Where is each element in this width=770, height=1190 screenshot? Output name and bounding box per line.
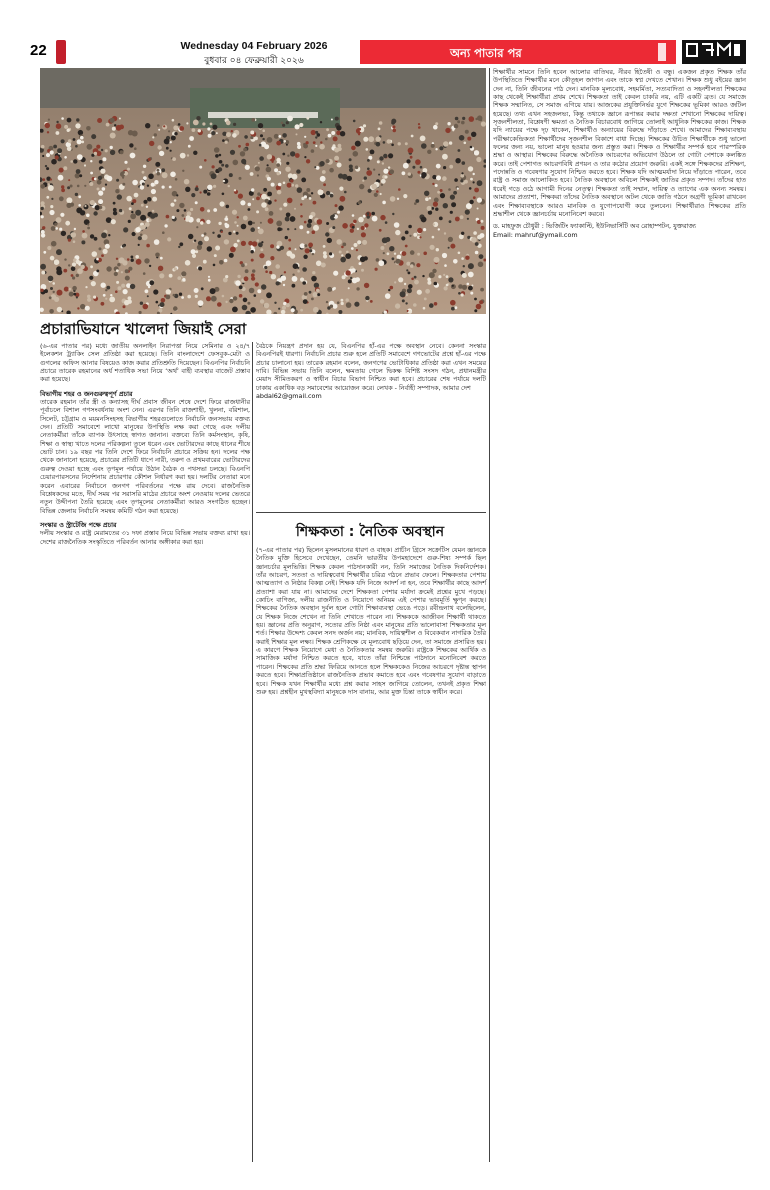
article2-headline: শিক্ষকতা : নৈতিক অবস্থান <box>295 524 445 540</box>
page-number: 22 <box>30 42 47 59</box>
section-banner <box>360 40 676 64</box>
article1-intro <box>40 342 250 546</box>
column-divider-right <box>489 68 490 1162</box>
article-separator <box>256 512 486 513</box>
logo-mark <box>684 40 744 60</box>
crowd-image <box>40 68 486 314</box>
article1-email: abdal62@gmail.com <box>256 392 322 401</box>
section-title: অন্য পাতার পর <box>450 46 522 60</box>
article1-body-3: বৈঠকে নিয়ন্ত্রণ প্রদান হয় যে, বিএনপির হাঁ-এর পক্ষে অবস্থান নেবে। কেননা সংস্কার বিএনপিরই ধারণা। নির্বাচনি প্রচার শুরু হলে প্রতিটি সমাবেশে গণভোটের প্রশ্নে হাঁ-এর পক্ষে প্রচার চালানো হয়। তারেক রহমান বলেন, জনগণের ভোটাধিকার প্রতিষ্ঠা করা এখন সময়ের দাবি। বিভিন্ন সভায় তিনি বলেন, ক্ষমতায় গেলে দ্বিকক্ষ বিশিষ্ট সংসদ গঠন, প্রধানমন্ত্রীর মেয়াদ সীমিতকরণ ও স্বাধীন বিচার বিভাগ নিশ্চিত করা হবে। প্রচারের শেষ পর্যায়ে দলটি ঢাকায় একাধিক বড় সমাবেশের আয়োজন করে। লেখক - নির্বাহী সম্পাদক, আমার দেশ <box>256 342 486 392</box>
article2-body-a: (৭-এর পাতার পর) ছিলেন মুসলমানের ধারণ ও বাহক। প্রাচীন গ্রিসে সক্রেটিস যেমন জ্ঞানকে নৈতিক মুক্তি হিসেবে দেখেছেন, তেমনি ভারতীয় উপমহাদেশে গুরু-শিষ্য সম্পর্ক ছিল জ্ঞানচর্চার মূলভিত্তি। শিক্ষক কেবল পাঠদানকারী নন, তিনি সমাজের নৈতিক দিকনির্দেশক। তাঁর আচরণ, সততা ও দায়িত্ববোধ শিক্ষার্থীর চরিত্র গঠনে প্রভাব ফেলে। শিক্ষকতার পেশায় আত্মত্যাগ ও নিষ্ঠার বিকল্প নেই। শিক্ষক যদি নিজে আদর্শ না হন, তবে শিক্ষার্থীর কাছে আদর্শ প্রত্যাশা করা যায় না। আমাদের দেশে শিক্ষকতা পেশার মর্যাদা ক্রমেই প্রশ্নের মুখে পড়ছে। কোচিং বাণিজ্য, দলীয় রাজনীতি ও নিয়োগে অনিয়ম এই পেশার ভাবমূর্তি ক্ষুণ্ন করছে। শিক্ষকের নৈতিক অবস্থান দুর্বল হলে গোটা শিক্ষাব্যবস্থা ভেঙে পড়ে। রবীন্দ্রনাথ বলেছিলেন, যে শিক্ষক নিজে শেখেন না তিনি শেখাতে পারেন না। শিক্ষককে আজীবন শিক্ষার্থী থাকতে হয়। জ্ঞানের প্রতি অনুরাগ, সত্যের প্রতি নিষ্ঠা এবং মানুষের প্রতি ভালোবাসা শিক্ষকতার মূল শর্ত। শিক্ষার উদ্দেশ্য কেবল সনদ অর্জন নয়; মানবিক, দায়িত্বশীল ও বিবেকবান নাগরিক তৈরি করাই শিক্ষার মূল লক্ষ্য। শিক্ষক শ্রেণিকক্ষে যে মূল্যবোধ ছড়িয়ে দেন, তা সমাজে প্রসারিত হয়। এ কারণে শিক্ষক নিয়োগে মেধা ও নৈতিকতার সমন্বয় জরুরি। রাষ্ট্রকে শিক্ষকের আর্থিক ও সামাজিক মর্যাদা নিশ্চিত করতে হবে, যাতে তাঁরা নিশ্চিন্তে পাঠদানে মনোনিবেশ করতে পারেন। শিক্ষকের প্রতি শ্রদ্ধা ফিরিয়ে আনতে হলে শিক্ষককেও নিজের আচরণে দৃষ্টান্ত স্থাপন করতে হবে। শিক্ষাপ্রতিষ্ঠানে রাজনৈতিক প্রভাব কমাতে হবে এবং গবেষণার সুযোগ বাড়াতে হবে। শিক্ষক যখন শিক্ষার্থীর মধ্যে প্রশ্ন করার সাহস জাগিয়ে তোলেন, তখনই প্রকৃত শিক্ষা শুরু হয়। প্রশ্নহীন মুখস্থবিদ্যা মানুষকে দাস বানায়, আর মুক্ত চিন্তা তাকে স্বাধীন করে। <box>256 546 487 696</box>
article1-body-2: দলীয় সংস্কার ও রাষ্ট্র মেরামতের ৩১ দফা প্রস্তাব নিয়ে বিভিন্ন সভায় বক্তব্য রাখা হয়। দেশের রাজনৈতিক সংস্কৃতিতে পরিবর্তন আনার অঙ্গীকার করা হয়। <box>40 529 250 546</box>
date-bangla: বুধবার ০৪ ফেব্রুয়ারী ২০২৬ <box>204 56 304 66</box>
ornament-icon <box>658 43 666 61</box>
article1-subhead-2: সংস্কার ও স্ট্রাটেজি পক্ষে প্রচার <box>40 520 117 529</box>
issue-date <box>180 40 328 68</box>
article2-column-b <box>493 68 746 239</box>
article1-subhead-1: বিভাগীয় শহর ও জনগুরুত্বপূর্ণ প্রচার <box>40 389 133 398</box>
article1-headline: প্রচারাভিযানে খালেদা জিয়াই সেরা <box>40 320 247 338</box>
emblem-icon <box>56 40 66 64</box>
article2-column-a <box>256 546 486 696</box>
article2-body-b: শিক্ষার্থীর সামনে তিনি হবেন আলোর বাতিঘর, নীরব হিতৈষী ও বন্ধু। একজন প্রকৃত শিক্ষক তাঁর উপস্থিতিতে শিক্ষার্থীর মনে কৌতূহল জাগান এবং তাকে স্বপ্ন দেখতে শেখান। শিক্ষক শুধু বইয়ের জ্ঞান দেন না, তিনি জীবনের পাঠ দেন। মানবিক মূল্যবোধ, সহমর্মিতা, সত্যবাদিতা ও সহনশীলতা শিক্ষকের কাছ থেকেই শিক্ষার্থীরা প্রথম শেখে। শিক্ষকতা তাই কেবল চাকরি নয়, এটি একটি ব্রত। যে সমাজে শিক্ষক সম্মানিত, সে সমাজ এগিয়ে যায়। আজকের প্রযুক্তিনির্ভর যুগে শিক্ষকের ভূমিকা আরও জটিল হয়েছে। তথ্য এখন সহজলভ্য, কিন্তু তথ্যকে জ্ঞানে রূপান্তর করার দক্ষতা শেখানো শিক্ষকের দায়িত্ব। সৃজনশীলতা, বিশ্লেষণী ক্ষমতা ও নৈতিক বিচারবোধ জাগিয়ে তোলাই আধুনিক শিক্ষকের কাজ। শিক্ষক যদি ন্যায়ের পক্ষে দৃঢ় থাকেন, শিক্ষার্থীও অন্যায়ের বিরুদ্ধে দাঁড়াতে শেখে। আমাদের শিক্ষাব্যবস্থায় পরীক্ষাকেন্দ্রিকতা শিক্ষার্থীদের সৃজনশীল বিকাশে বাধা দিচ্ছে। শিক্ষকের উচিত শিক্ষার্থীকে শুধু ভালো ফলের জন্য নয়, ভালো মানুষ হওয়ার জন্য প্রস্তুত করা। শিক্ষক ও শিক্ষার্থীর সম্পর্ক হবে পারস্পরিক শ্রদ্ধা ও আস্থার। শিক্ষকের বিরুদ্ধে অনৈতিক আচরণের অভিযোগ উঠলে তা গোটা পেশাকে কলঙ্কিত করে। তাই পেশাগত আচরণবিধি প্রণয়ন ও তার কঠোর প্রয়োগ জরুরি। একই সঙ্গে শিক্ষকদের প্রশিক্ষণ, পদোন্নতি ও গবেষণার সুযোগ নিশ্চিত করতে হবে। শিক্ষক যদি আত্মমর্যাদা নিয়ে দাঁড়াতে পারেন, তবে রাষ্ট্র ও সমাজ আলোকিত হবে। নৈতিক অবস্থানে অবিচল শিক্ষকই জাতির প্রকৃত সম্পদ। তাঁদের হাত ধরেই গড়ে ওঠে আগামী দিনের নেতৃত্ব। শিক্ষকতা তাই সম্মান, দায়িত্ব ও ত্যাগের এক অনন্য সমন্বয়। আমাদের প্রত্যাশা, শিক্ষকরা তাঁদের নৈতিক অবস্থানে অটল থেকে জাতি গঠনে অগ্রণী ভূমিকা রাখবেন এবং শিক্ষাব্যবস্থাকে আরও মানবিক ও যুগোপযোগী করে তুলবেন। শিক্ষার্থীরাও শিক্ষকের প্রতি শ্রদ্ধাশীল থেকে জ্ঞানচর্চায় মনোনিবেশ করবে। <box>493 68 746 218</box>
page-header <box>30 40 746 68</box>
article1-body-1: তারেক রহমান তাঁর স্ত্রী ও কন্যাসহ দীর্ঘ প্রবাস জীবন শেষে দেশে ফিরে রাজধানীর পূর্বাচলে বিশাল গণসংবর্ধনায় অংশ নেন। এরপর তিনি রাজশাহী, খুলনা, বরিশাল, সিলেট, চট্টগ্রাম ও ময়মনসিংহসহ বিভাগীয় শহরগুলোতে নির্বাচনি জনসভায় বক্তব্য দেন। প্রতিটি সমাবেশে লাখো মানুষের উপস্থিতি লক্ষ করা গেছে এবং দলীয় নেতাকর্মীরা তাঁকে ব্যাপক উৎসাহে স্বাগত জানান। বক্তব্যে তিনি কর্মসংস্থান, কৃষি, শিক্ষা ও স্বাস্থ্য খাতে দলের পরিকল্পনা তুলে ধরেন এবং ভোটারদের কাছে ধানের শীষে ভোট চান। ১৯ বছর পর তিনি দেশে ফিরে নির্বাচনি প্রচারে সক্রিয় হন। দলের পক্ষ থেকে জানানো হয়েছে, প্রচারের প্রতিটি ধাপে নারী, তরুণ ও প্রথমবারের ভোটারদের গুরুত্ব দেওয়া হচ্ছে এবং তৃণমূল পর্যায়ে উঠান বৈঠক ও পথসভা চলছে। বিএনপি চেয়ারপারসনের নির্দেশনায় প্রচারণার কৌশল নির্ধারণ করা হয়। দলটির নেতারা মনে করেন এবারের নির্বাচনে জনগণ পরিবর্তনের পক্ষে রায় দেবে। রাজনৈতিক বিশ্লেষকদের মতে, দীর্ঘ সময় পর সরাসরি মাঠের প্রচারে অংশ নেওয়ায় দলের ভেতরে নতুন উদ্দীপনা তৈরি হয়েছে এবং তৃণমূলের নেতাকর্মীরা আরও সংগঠিত হচ্ছেন। বিভিন্ন জেলায় নির্বাচনি সমন্বয় কমিটি গঠন করা হয়েছে। <box>40 398 250 515</box>
article2-email: Email: mahruf@ymail.com <box>493 230 578 239</box>
article1-lead: (৬-এর পাতার পর) মধ্যে জাতীয় অনলাইন নিরাপত্তা নিয়ে সেমিনার ও ২৪/৭ ইলেকশন ট্র্যাকিং সেল প্রতিষ্ঠা করা হয়েছে। তিনি বাংলাদেশে ফেসবুক-মেটা ও গুগলের অফিস আনার বিষয়েও কাজ করার প্রতিশ্রুতি দিয়েছেন। বিএনপির নির্বাচনি প্রচারে তারেক রহমানের অর্ধ শতাধিক সভা নিয়ে ‘অর্থ’ বাহী ব্যবস্থার বাজেট প্রস্তাব করা হয়েছে। <box>40 342 250 384</box>
date-english: Wednesday 04 February 2026 <box>180 40 328 52</box>
article2-author: ড. মাহফুজ চৌধুরী : ভিজিটিং ফ্যাকাল্টি, ইউনিভার্সিটি অব রোহাম্পটন, যুক্তরাজ্য <box>493 222 696 231</box>
column-divider <box>252 342 253 1162</box>
rally-crowd-photo <box>40 68 486 314</box>
article1-continuation <box>256 342 486 400</box>
newspaper-logo <box>682 40 746 64</box>
